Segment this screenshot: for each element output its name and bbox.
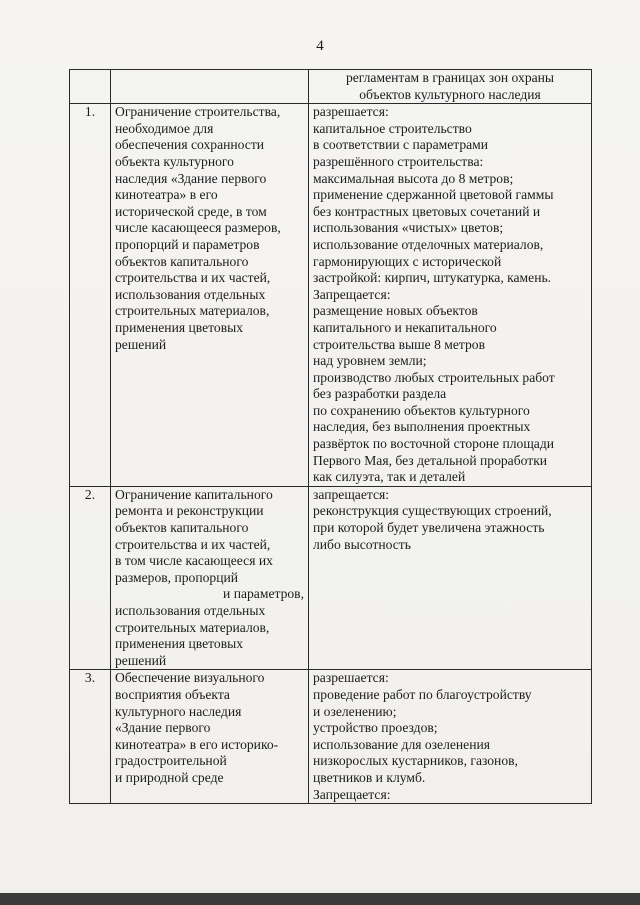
name-line: строительных материалов, <box>115 303 270 319</box>
desc-line: без контрастных цветовых сочетаний и <box>313 203 541 219</box>
desc-line: Запрещается: <box>313 786 391 802</box>
desc-line: как силуэта, так и деталей <box>313 469 466 485</box>
name-line: наследия «Здание первого <box>115 170 267 186</box>
header-desc-cell <box>309 70 592 104</box>
name-line: восприятия объекта <box>115 686 230 702</box>
name-line: «Здание первого <box>115 720 211 736</box>
name-line: необходимое для <box>115 120 214 136</box>
desc-line: производство любых строительных работ <box>313 369 555 385</box>
name-line: размеров, пропорций <box>115 569 239 585</box>
name-line: Обеспечение визуального <box>115 670 265 686</box>
desc-line <box>313 553 587 570</box>
header-desc-line: объектов культурного наследия <box>359 86 541 102</box>
desc-line <box>313 636 587 653</box>
row-number: 1. <box>70 104 111 487</box>
desc-line: низкорослых кустарников, газонов, <box>313 753 518 769</box>
desc-line <box>313 570 587 587</box>
desc-line: запрещается: <box>313 486 390 502</box>
name-line: кинотеатра» в его историко- <box>115 736 279 752</box>
name-line: Ограничение строительства, <box>115 104 281 120</box>
desc-line: наследия, без выполнения проектных <box>313 419 531 435</box>
desc-line: максимальная высота до 8 метров; <box>313 170 514 186</box>
name-line: применения цветовых <box>115 636 244 652</box>
desc-line <box>313 653 587 670</box>
desc-line: гармонирующих с исторической <box>313 253 502 269</box>
desc-line <box>313 603 587 620</box>
name-line: и природной среде <box>115 769 224 785</box>
desc-line: развёрток по восточной стороне площади <box>313 436 555 452</box>
table-row <box>70 670 592 804</box>
name-line: использования отдельных <box>115 286 266 302</box>
header-name-cell <box>111 70 309 104</box>
desc-line: Запрещается: <box>313 286 391 302</box>
desc-line: капитальное строительство <box>313 120 472 136</box>
desc-line: и озеленению; <box>313 703 397 719</box>
page-number: 4 <box>316 38 324 54</box>
desc-line: применение сдержанной цветовой гаммы <box>313 187 554 203</box>
name-line: строительных материалов, <box>115 619 270 635</box>
desc-line: цветников и клумб. <box>313 769 426 785</box>
desc-line: застройкой: кирпич, штукатурка, камень. <box>313 270 552 286</box>
regulation-desc-cell <box>309 104 592 487</box>
desc-line: устройство проездов; <box>313 720 438 736</box>
name-line: объектов капитального <box>115 520 249 536</box>
name-line: пропорций и параметров <box>115 236 260 252</box>
desc-line: капитального и некапитального <box>313 319 497 335</box>
desc-line: использование для озеленения <box>313 736 491 752</box>
desc-line: по сохранению объектов культурного <box>313 402 530 418</box>
name-line: и параметров, <box>223 586 304 602</box>
desc-line: использование отделочных материалов, <box>313 236 544 252</box>
desc-line: реконструкция существующих строений, <box>313 503 552 519</box>
desc-line: без разработки раздела <box>313 386 447 402</box>
name-line: решений <box>115 336 167 352</box>
name-line: объекта культурного <box>115 153 234 169</box>
name-line: объектов капитального <box>115 253 249 269</box>
desc-line: использования «чистых» цветов; <box>313 220 504 236</box>
name-line: культурного наследия <box>115 703 242 719</box>
table-row <box>70 486 592 670</box>
desc-line: строительства выше 8 метров <box>313 336 486 352</box>
desc-line: Первого Мая, без детальной проработки <box>313 452 548 468</box>
desc-line <box>313 620 587 637</box>
name-line: градостроительной <box>115 753 227 769</box>
regulation-desc-cell <box>309 486 592 670</box>
regulation-desc-cell <box>309 670 592 804</box>
restriction-name-cell <box>111 670 309 804</box>
header-desc-line: регламентам в границах зон охраны <box>345 70 555 85</box>
name-line: кинотеатра» в его <box>115 187 218 203</box>
desc-line: разрешённого строительства: <box>313 153 484 169</box>
desc-line: разрешается: <box>313 104 389 120</box>
desc-line: проведение работ по благоустройству <box>313 686 532 702</box>
regulations-table <box>69 69 592 804</box>
row-number: 3. <box>70 670 111 804</box>
name-line: ремонта и реконструкции <box>115 503 264 519</box>
name-line: исторической среде, в том <box>115 203 267 219</box>
name-line: решений <box>115 652 167 668</box>
header-num-cell <box>70 70 111 104</box>
desc-line: разрешается: <box>313 670 389 686</box>
scan-edge <box>0 893 640 905</box>
restriction-name-cell <box>111 104 309 487</box>
row-number: 2. <box>70 486 111 670</box>
desc-line: либо высотность <box>313 536 411 552</box>
desc-line: над уровнем земли; <box>313 353 427 369</box>
desc-line <box>313 586 587 603</box>
table-row <box>70 104 592 487</box>
name-line: строительства и их частей, <box>115 270 271 286</box>
desc-line: в соответствии с параметрами <box>313 137 489 153</box>
table-header-row <box>70 70 592 104</box>
name-line: обеспечения сохранности <box>115 137 265 153</box>
name-line: числе касающееся размеров, <box>115 220 281 236</box>
restriction-name-cell <box>111 486 309 670</box>
name-line: использования отдельных <box>115 603 266 618</box>
name-line: строительства и их частей, <box>115 536 271 552</box>
desc-line: размещение новых объектов <box>313 303 478 319</box>
name-line: Ограничение капитального <box>115 486 273 502</box>
desc-line: при которой будет увеличена этажность <box>313 520 545 536</box>
name-line: применения цветовых <box>115 319 244 335</box>
name-line: в том числе касающееся их <box>115 553 273 569</box>
